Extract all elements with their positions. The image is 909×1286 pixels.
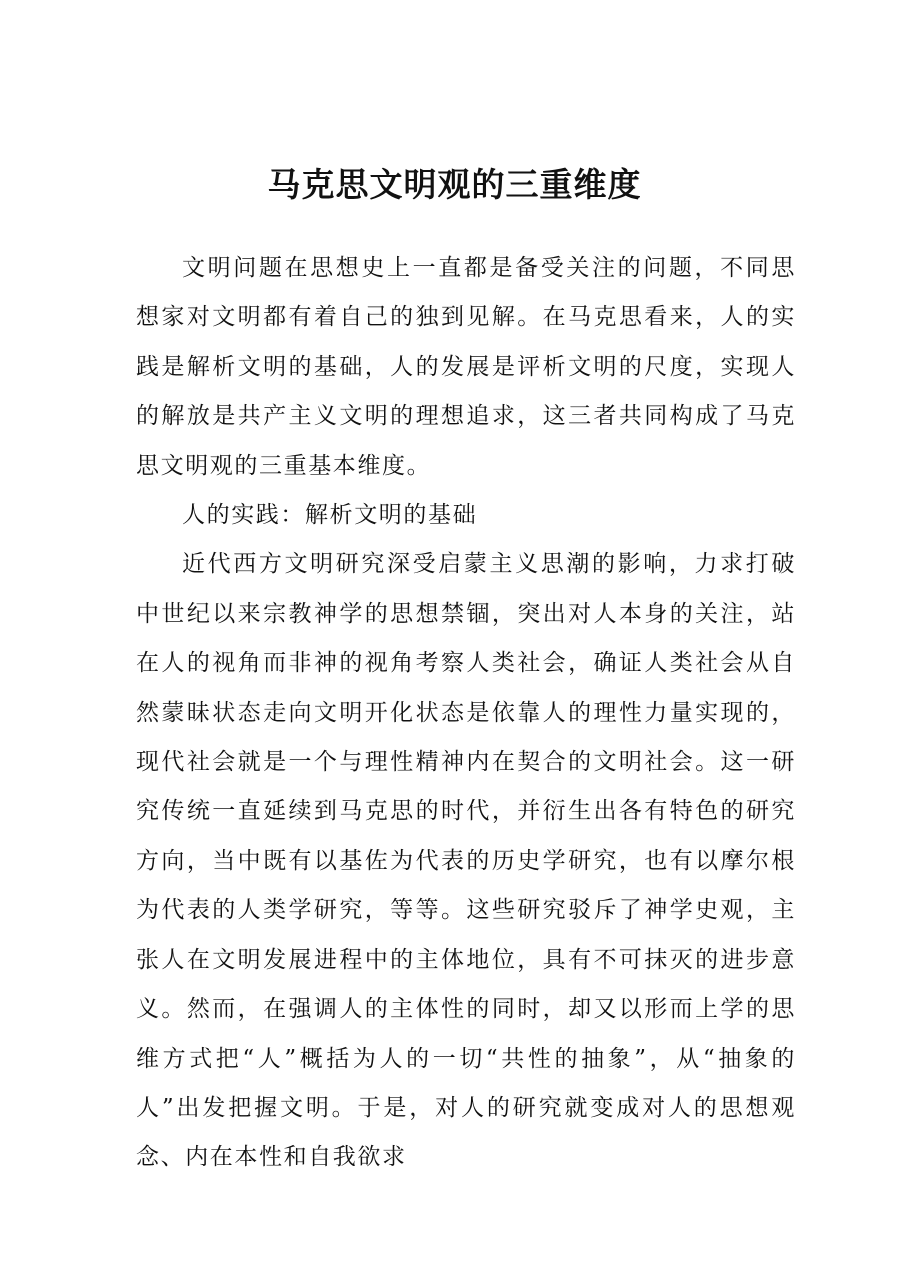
paragraph-intro: 文明问题在思想史上一直都是备受关注的问题，不同思想家对文明都有着自己的独到见解。在马克思看来，人的实践是解析文明的基础，人的发展是评析文明的尺度，实现人的解放是共产主义文明的理想追求，这三者共同构成了马克思文明观的三重基本维度。 [136,255,796,479]
section-heading: 人的实践：解析文明的基础 [182,502,478,529]
paragraph-section-1: 近代西方文明研究深受启蒙主义思潮的影响，力求打破中世纪以来宗教神学的思想禁锢，突出对人本身的关注，站在人的视角而非神的视角考察人类社会，确证人类社会从自然蒙昧状态走向文明开化状态是依靠人的理性力量实现的，现代社会就是一个与理性精神内在契合的文明社会。这一研究传统一直延续到马克思的时代，并衍生出各有特色的研究方向，当中既有以基佐为代表的历史学研究，也有以摩尔根为代表的人类学研究，等等。这些研究驳斥了神学史观，主张人在文明发展进程中的主体地位，具有不可抹灭的进步意义。然而，在强调人的主体性的同时，却又以形而上学的思维方式把“人”概括为人的一切“共性的抽象”，从“抽象的人”出发把握文明。于是，对人的研究就变成对人的思想观念、内在本性和自我欲求 [136,551,796,1171]
document-title: 马克思文明观的三重维度 [267,165,642,204]
document-body [136,244,796,1183]
